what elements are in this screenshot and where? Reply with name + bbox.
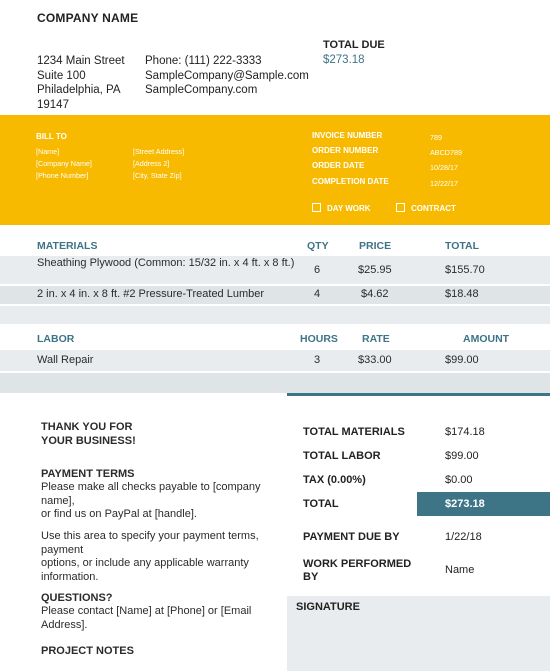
labor-header: LABOR [37, 333, 75, 345]
invoice-number-label: INVOICE NUMBER [312, 131, 383, 140]
bill-to-city: [City, State Zip] [133, 171, 182, 180]
order-date-label: ORDER DATE [312, 161, 365, 170]
table-row [0, 286, 550, 304]
company-phone: Phone: (111) 222-3333 [145, 55, 262, 67]
rate-header: RATE [362, 333, 390, 345]
bill-to-address2: [Address 2] [133, 159, 170, 168]
qty-header: QTY [307, 240, 329, 252]
price-header: PRICE [359, 240, 392, 252]
payment-area-line: options, or include any applicable warranty information. [41, 557, 249, 583]
day-work-option[interactable] [312, 203, 371, 213]
total-value: $273.18 [445, 498, 485, 510]
payment-due-value: 1/22/18 [445, 531, 482, 543]
material-price: $25.95 [358, 264, 392, 276]
total-materials-value: $174.18 [445, 426, 485, 438]
bill-to-left [36, 146, 92, 182]
total-label: TOTAL [303, 498, 339, 510]
material-item: 2 in. x 4 in. x 8 ft. #2 Pressure-Treated Lumber [37, 288, 265, 300]
tax-label: TAX (0.00%) [303, 474, 366, 486]
questions-label: QUESTIONS? [41, 592, 113, 604]
bill-to-right [133, 146, 184, 182]
bill-to-street: [Street Address] [133, 147, 185, 156]
payment-area-line: Use this area to specify your payment terms, payment [41, 530, 259, 556]
total-due-label: TOTAL DUE [323, 39, 385, 51]
work-performed-label [303, 558, 411, 584]
company-contact [145, 54, 309, 98]
address-line: 1234 Main Street [37, 55, 125, 67]
order-number-label: ORDER NUMBER [312, 146, 379, 155]
section-divider [287, 393, 550, 396]
order-date: 10/28/17 [430, 163, 458, 172]
thank-you [41, 421, 281, 448]
address-line: 19147 [37, 98, 69, 111]
labor-hours: 3 [314, 354, 321, 366]
completion-date: 12/22/17 [430, 179, 458, 188]
address-line: Suite 100 [37, 69, 86, 82]
material-qty: 6 [314, 264, 321, 276]
company-address [37, 54, 125, 112]
work-performed-line: WORK PERFORMED [303, 558, 412, 570]
day-work-label: DAY WORK [327, 204, 371, 213]
company-website: SampleCompany.com [145, 84, 258, 96]
work-performed-line: BY [303, 571, 319, 583]
payment-due-label: PAYMENT DUE BY [303, 531, 400, 543]
total-labor-value: $99.00 [445, 450, 479, 462]
work-performed-value: Name [445, 564, 475, 576]
material-qty: 4 [314, 288, 321, 300]
material-price: $4.62 [361, 288, 389, 300]
table-row [0, 256, 550, 284]
total-due-value: $273.18 [323, 54, 365, 66]
total-materials-label: TOTAL MATERIALS [303, 426, 405, 438]
contract-label: CONTRACT [411, 204, 456, 213]
bill-to-company: [Company Name] [36, 159, 92, 168]
thank-you-line: YOUR BUSINESS! [41, 434, 136, 447]
payment-terms-line: or find us on PayPal at [handle]. [41, 508, 197, 520]
company-name: COMPANY NAME [37, 11, 139, 25]
materials-header: MATERIALS [37, 240, 98, 252]
payment-terms-line: Please make all checks payable to [company name], [41, 481, 261, 507]
invoice-number: 789 [430, 133, 442, 142]
address-line: Philadelphia, PA [37, 84, 121, 96]
company-email: SampleCompany@Sample.com [145, 69, 309, 82]
material-item: Sheathing Plywood (Common: 15/32 in. x 4 ft. x 8 ft.) [37, 257, 295, 269]
payment-terms-label: PAYMENT TERMS [41, 468, 135, 480]
questions-text: Please contact [Name] at [Phone] or [Email Address]. [41, 605, 252, 631]
amount-header: AMOUNT [463, 333, 510, 345]
material-total: $155.70 [445, 264, 485, 276]
bill-to-band [0, 115, 550, 225]
labor-amount: $99.00 [445, 354, 479, 366]
thank-you-line: THANK YOU FOR [41, 421, 133, 433]
signature-label: SIGNATURE [296, 601, 360, 613]
hours-header: HOURS [300, 333, 338, 345]
payment-area-text [41, 530, 281, 584]
labor-item: Wall Repair [37, 354, 94, 366]
contract-option[interactable] [396, 203, 456, 213]
tax-value: $0.00 [445, 474, 473, 486]
total-header: TOTAL [445, 240, 480, 252]
table-row [0, 350, 550, 371]
contract-checkbox[interactable] [396, 203, 405, 212]
labor-rate: $33.00 [358, 354, 392, 366]
payment-terms-text [41, 481, 281, 522]
total-labor-label: TOTAL LABOR [303, 450, 381, 462]
completion-date-label: COMPLETION DATE [312, 177, 389, 186]
blank-row [0, 306, 550, 324]
blank-row [0, 373, 550, 393]
day-work-checkbox[interactable] [312, 203, 321, 212]
bill-to-name: [Name] [36, 147, 60, 156]
material-total: $18.48 [445, 288, 479, 300]
bill-to-label: BILL TO [36, 132, 67, 141]
order-number: ABCD789 [430, 148, 462, 157]
project-notes-label: PROJECT NOTES [41, 645, 134, 657]
bill-to-phone: [Phone Number] [36, 171, 89, 180]
